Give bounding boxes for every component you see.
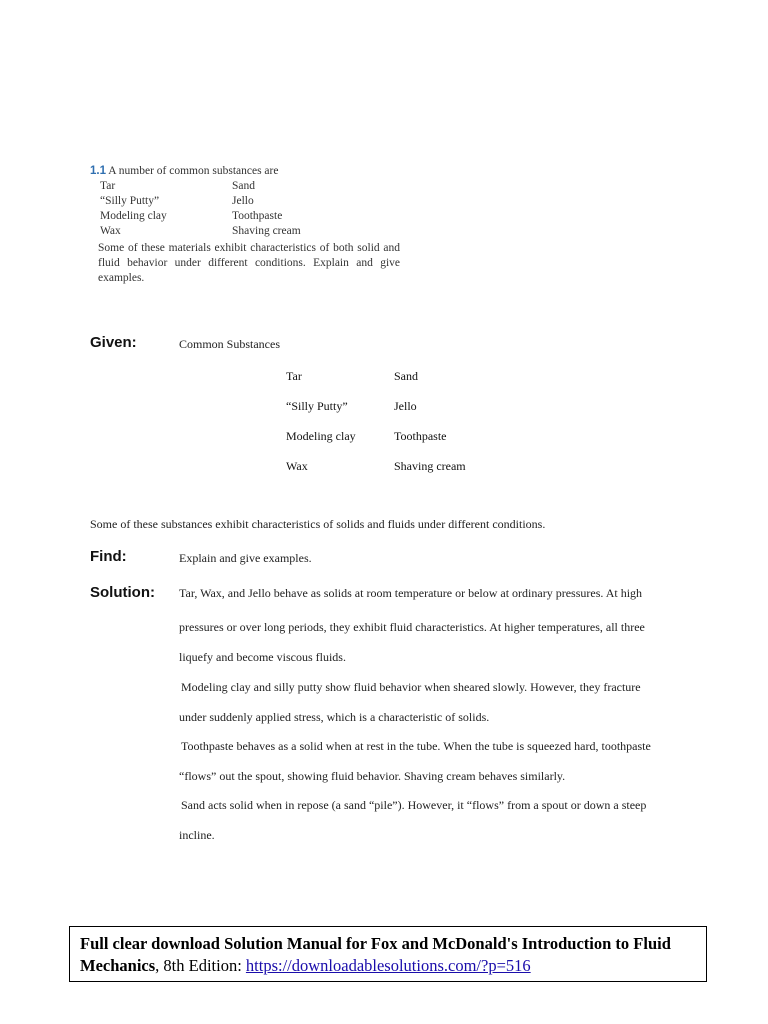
substance-name: Wax <box>286 459 308 473</box>
find-text: Explain and give examples. <box>179 551 312 565</box>
substance-name: Toothpaste <box>232 210 283 222</box>
substance-name: Jello <box>394 399 417 413</box>
list-item <box>286 429 447 444</box>
list-item <box>286 369 418 384</box>
substance-name: Wax <box>100 225 121 237</box>
substance-name: “Silly Putty” <box>286 399 348 413</box>
list-item <box>100 224 410 239</box>
problem-description: Some of these materials exhibit characteristics of both solid and fluid behavior under different conditions. Explain and give examples. <box>98 242 400 284</box>
solution-line: liquefy and become viscous fluids. <box>179 650 346 664</box>
find-label: Find: <box>90 548 127 565</box>
solution-line: incline. <box>179 828 215 842</box>
substance-name: “Silly Putty” <box>100 195 160 207</box>
solution-line: under suddenly applied stress, which is a characteristic of solids. <box>179 710 490 724</box>
substance-name: Tar <box>100 180 116 192</box>
substance-name: Shaving cream <box>394 459 466 473</box>
problem-statement <box>90 164 410 286</box>
solution-line: “flows” out the spout, showing fluid behavior. Shaving cream behaves similarly. <box>179 769 566 783</box>
substance-name: Toothpaste <box>394 429 447 443</box>
download-notice-box <box>69 926 707 982</box>
given-note: Some of these substances exhibit characteristics of solids and fluids under different conditions. <box>90 517 546 531</box>
substance-name: Tar <box>286 369 302 383</box>
list-item <box>100 209 410 224</box>
solution-line: Modeling clay and silly putty show fluid behavior when sheared slowly. However, they fracture <box>181 680 641 694</box>
problem-intro-text: A number of common substances are <box>108 165 279 177</box>
problem-substance-list <box>100 179 410 239</box>
solution-line: Tar, Wax, and Jello behave as solids at room temperature or below at ordinary pressures. At high <box>179 586 643 600</box>
problem-intro <box>90 164 410 179</box>
solution-line: Toothpaste behaves as a solid when at rest in the tube. When the tube is squeezed hard, toothpaste <box>181 739 651 753</box>
given-text: Common Substances <box>179 337 280 351</box>
solution-line: Sand acts solid when in repose (a sand “pile”). However, it “flows” from a spout or down a steep <box>181 798 647 812</box>
solution-label: Solution: <box>90 584 155 601</box>
substance-name: Sand <box>232 180 255 192</box>
list-item <box>286 459 466 474</box>
download-link[interactable]: https://downloadablesolutions.com/?p=516 <box>245 956 531 975</box>
substance-name: Shaving cream <box>232 225 301 237</box>
substance-name: Sand <box>394 369 418 383</box>
given-label: Given: <box>90 334 137 351</box>
list-item <box>286 399 417 414</box>
substance-name: Modeling clay <box>286 429 356 443</box>
solution-line: pressures or over long periods, they exhibit fluid characteristics. At higher temperatures, all three <box>179 620 645 634</box>
substance-name: Jello <box>232 195 254 207</box>
substance-name: Modeling clay <box>100 210 167 222</box>
list-item <box>100 194 410 209</box>
problem-number: 1.1 <box>90 165 106 177</box>
download-notice-edition: , 8th Edition: <box>155 956 246 975</box>
list-item <box>100 179 410 194</box>
download-notice-title: Full clear download Solution Manual for Fox and McDonald's Introduction to Fluid Mechanics <box>80 934 671 975</box>
